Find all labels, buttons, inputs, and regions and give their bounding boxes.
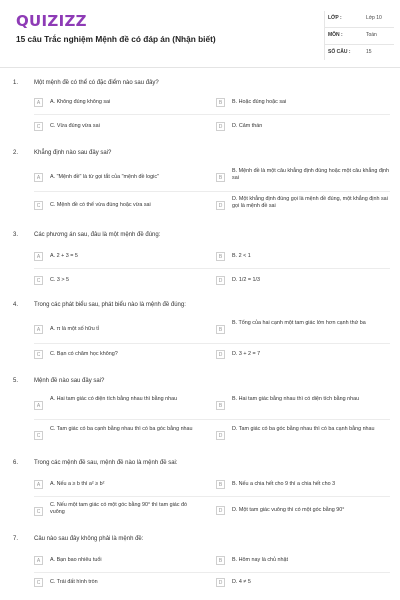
option-letter-box: A — [34, 325, 43, 334]
meta-label: SỐ CÂU : — [328, 49, 351, 55]
meta-row-count — [324, 45, 394, 61]
question-text: Trong các phát biểu sau, phát biểu nào là mệnh đề đúng: — [34, 302, 186, 308]
question-number: 7. — [13, 536, 19, 542]
option-text: B. Hai tam giác bằng nhau thì có diện tích bằng nhau — [232, 396, 360, 402]
option-text: D. Tam giác có ba góc bằng nhau thì có ba cạnh bằng nhau — [232, 426, 375, 432]
option-divider — [34, 496, 390, 497]
option-text: A. π là một số hữu tỉ — [50, 326, 99, 332]
option-text: D. Cảm thán — [232, 123, 263, 129]
worksheet-header — [0, 0, 400, 68]
option-letter-box: A — [34, 173, 43, 182]
option-letter-box: B — [216, 480, 225, 489]
quizizz-logo: QUIZIZZ — [16, 12, 87, 30]
option-letter-box: B — [216, 98, 225, 107]
option-letter-box: B — [216, 556, 225, 565]
question-text: Mệnh đề nào sau đây sai? — [34, 378, 105, 384]
option-divider — [34, 191, 390, 192]
option-text: D. Một khẳng định đúng gọi là mệnh đề đúng, một khẳng định sai gọi là mệnh đề sai — [232, 196, 388, 209]
header-divider — [0, 67, 400, 68]
option-letter-box: C — [34, 276, 43, 285]
option-text: D. 4 ≠ 5 — [232, 579, 251, 585]
option-text: A. "Mệnh đề" là từ gọi tắt của "mệnh đề logic" — [50, 174, 159, 180]
option-text: C. Nếu một tam giác có một góc bằng 90° thì tam giác đó vuông — [50, 502, 187, 515]
option-divider — [34, 419, 390, 420]
option-letter-box: B — [216, 401, 225, 410]
question-text: Câu nào sau đây không phải là mệnh đề: — [34, 536, 144, 542]
option-text: B. Tổng của hai cạnh một tam giác lớn hơn cạnh thứ ba — [232, 320, 366, 326]
option-divider — [34, 572, 390, 573]
meta-row-class — [324, 11, 394, 28]
option-text: B. Nếu a chia hết cho 9 thì a chia hết cho 3 — [232, 481, 336, 487]
meta-value: 15 — [366, 49, 372, 55]
option-letter-box: C — [34, 350, 43, 359]
option-letter-box: D — [216, 350, 225, 359]
option-letter-box: D — [216, 201, 225, 210]
option-letter-box: C — [34, 201, 43, 210]
meta-value: Lớp 10 — [366, 15, 382, 21]
option-letter-box: A — [34, 252, 43, 261]
meta-label: MÔN : — [328, 32, 343, 38]
meta-row-subject — [324, 28, 394, 45]
option-text: B. 2 < 1 — [232, 253, 251, 259]
option-text: A. Bạn bao nhiêu tuổi — [50, 557, 102, 563]
question-text: Các phương án sau, đâu là một mệnh đề đúng: — [34, 232, 161, 238]
option-text: A. Không đúng không sai — [50, 99, 111, 105]
question-number: 5. — [13, 378, 19, 384]
option-text: D. Một tam giác vuông thì có một góc bằng 90° — [232, 507, 345, 513]
option-text: A. Nếu a ≥ b thì a² ≥ b² — [50, 481, 105, 487]
question-number: 6. — [13, 460, 19, 466]
option-letter-box: D — [216, 276, 225, 285]
option-text: C. Vừa đúng vừa sai — [50, 123, 100, 129]
option-letter-box: D — [216, 578, 225, 587]
option-divider — [34, 268, 390, 269]
option-text: C. Tam giác có ba cạnh bằng nhau thì có ba góc bằng nhau — [50, 426, 193, 432]
option-letter-box: A — [34, 98, 43, 107]
option-letter-box: C — [34, 578, 43, 587]
option-text: B. Hôm nay là chủ nhật — [232, 557, 289, 563]
question-text: Một mệnh đề có thể có đặc điểm nào sau đây? — [34, 80, 159, 86]
option-text: C. Bạn có chăm học không? — [50, 351, 118, 357]
question-text: Trong các mệnh đề sau, mệnh đề nào là mệnh đề sai: — [34, 460, 178, 466]
option-text: C. 3 > 5 — [50, 277, 70, 283]
question-number: 2. — [13, 150, 19, 156]
option-text: D. 3 + 2 = 7 — [232, 351, 261, 357]
option-text: B. Mệnh đề là một câu khẳng định đúng hoặc một câu khẳng định sai — [232, 168, 390, 181]
question-number: 4. — [13, 302, 19, 308]
option-letter-box: A — [34, 556, 43, 565]
worksheet-meta — [324, 11, 394, 61]
option-letter-box: C — [34, 122, 43, 131]
meta-value: Toán — [366, 32, 377, 38]
option-letter-box: A — [34, 480, 43, 489]
option-divider — [34, 343, 390, 344]
option-divider — [34, 114, 390, 115]
option-letter-box: C — [34, 507, 43, 516]
option-text: D. 1/2 = 1/3 — [232, 277, 261, 283]
worksheet-title: 15 câu Trắc nghiệm Mệnh đề có đáp án (Nhận biết) — [16, 34, 216, 44]
option-text: C. Mệnh đề có thể vừa đúng hoặc vừa sai — [50, 202, 151, 208]
option-text: A. 2 + 3 = 5 — [50, 253, 78, 259]
option-letter-box: D — [216, 431, 225, 440]
option-letter-box: B — [216, 173, 225, 182]
option-letter-box: D — [216, 122, 225, 131]
option-letter-box: D — [216, 506, 225, 515]
option-text: A. Hai tam giác có diện tích bằng nhau thì bằng nhau — [50, 396, 178, 402]
option-letter-box: A — [34, 401, 43, 410]
meta-label: LỚP : — [328, 15, 342, 21]
option-text: B. Hoặc đúng hoặc sai — [232, 99, 287, 105]
option-letter-box: C — [34, 431, 43, 440]
option-text: C. Trái đất hình tròn — [50, 579, 98, 585]
question-text: Khẳng định nào sau đây sai? — [34, 150, 112, 156]
question-number: 3. — [13, 232, 19, 238]
option-letter-box: B — [216, 325, 225, 334]
option-letter-box: B — [216, 252, 225, 261]
question-number: 1. — [13, 80, 19, 86]
